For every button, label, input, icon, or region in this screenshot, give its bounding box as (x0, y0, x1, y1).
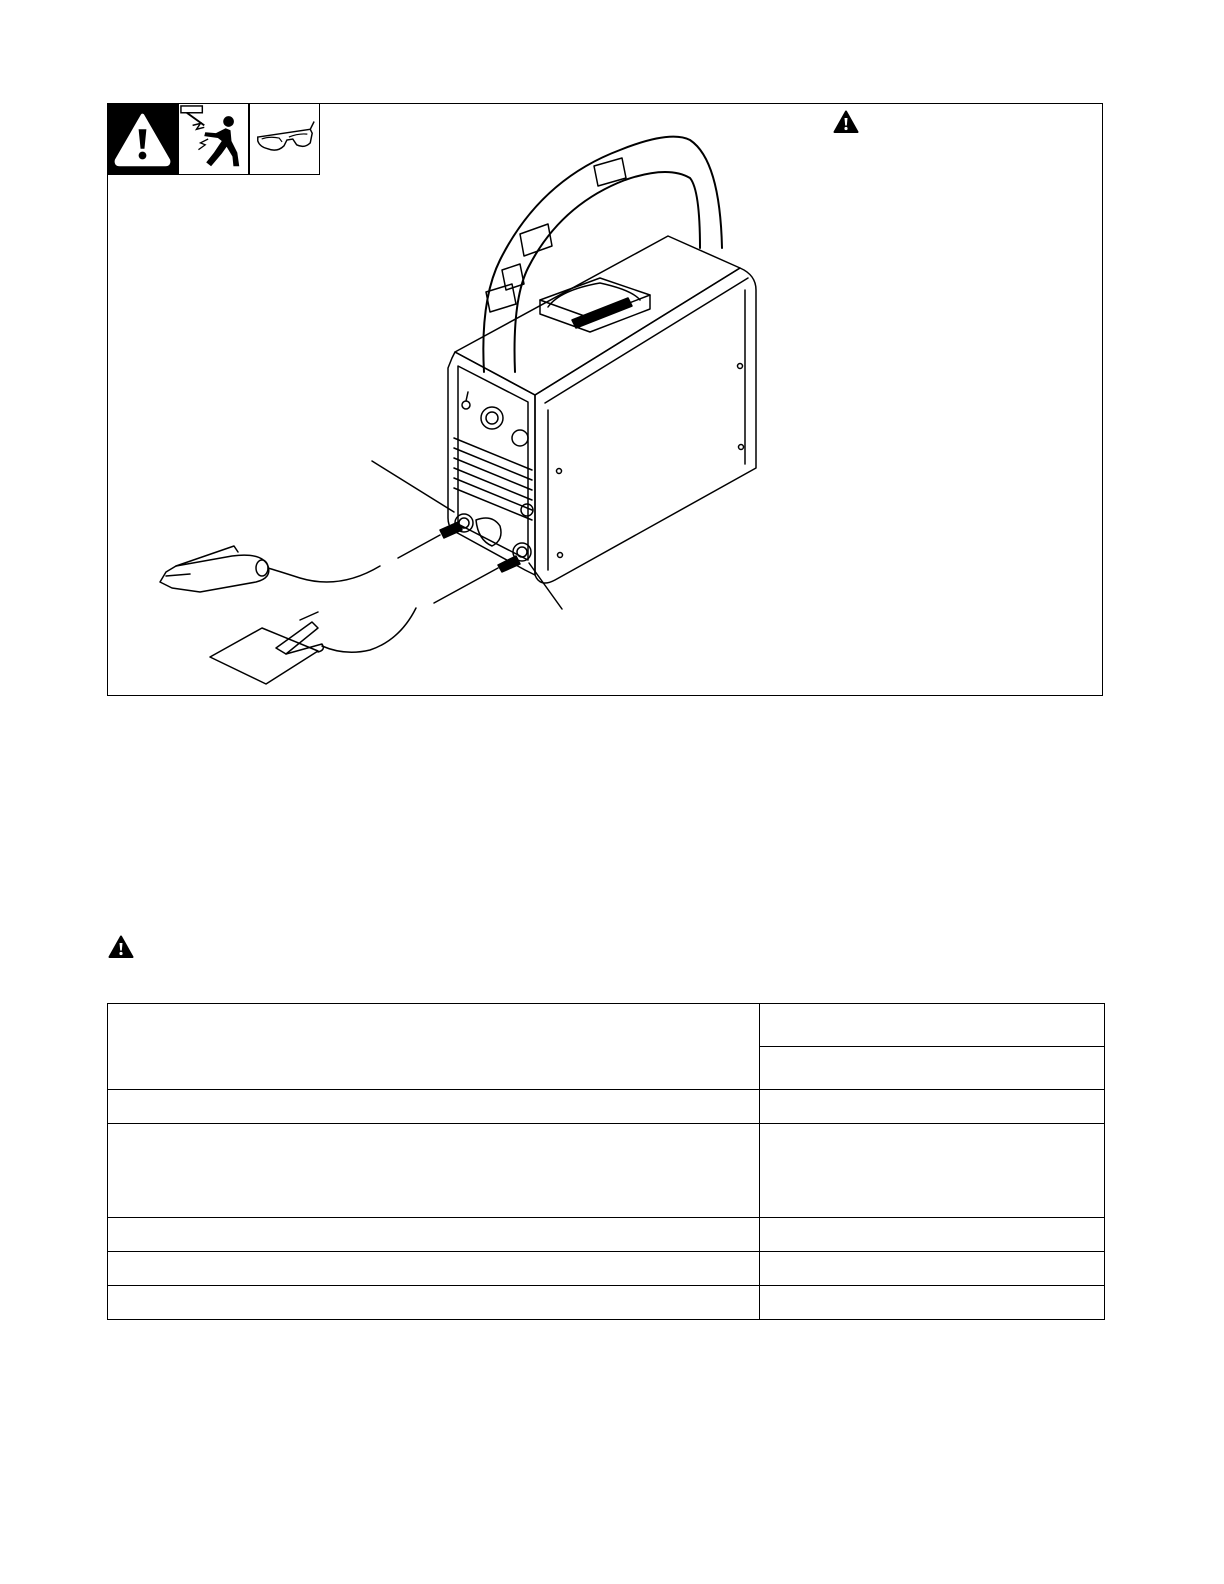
section-warning-icon (108, 935, 134, 959)
table-row (108, 1218, 1105, 1252)
table-cell (760, 1124, 1105, 1218)
table-header-right-bottom (760, 1047, 1105, 1090)
table-cell (760, 1090, 1105, 1124)
table-row (108, 1252, 1105, 1286)
table-cell (108, 1286, 760, 1320)
table-cell (760, 1218, 1105, 1252)
table-cell (108, 1124, 760, 1218)
table-cell (108, 1252, 760, 1286)
table-row (108, 1090, 1105, 1124)
table-header-left (108, 1004, 760, 1090)
table-row (108, 1286, 1105, 1320)
welding-power-source-illustration (108, 104, 1102, 695)
table-cell (760, 1252, 1105, 1286)
table-cell (108, 1218, 760, 1252)
table-row (108, 1124, 1105, 1218)
table-cell (108, 1090, 760, 1124)
table-cell (760, 1286, 1105, 1320)
table-header-right-top (760, 1004, 1105, 1047)
specification-table (107, 1003, 1105, 1320)
